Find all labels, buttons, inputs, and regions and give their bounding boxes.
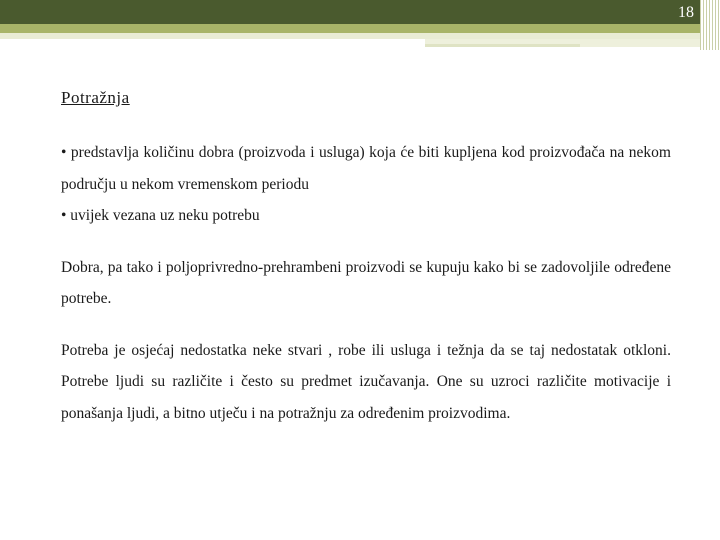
header-band-light-line xyxy=(425,44,580,47)
header-band-accent xyxy=(0,24,700,33)
bullet-item-1: • predstavlja količinu dobra (proizvoda i usluga) koja će biti kupljena kod proizvođača na nekom području u nekom vremenskom periodu xyxy=(61,144,671,193)
bullet-item-2: • uvijek vezana uz neku potrebu xyxy=(61,207,260,224)
page-number: 18 xyxy=(678,4,694,21)
header-band xyxy=(0,0,700,24)
paragraph-1: Dobra, pa tako i poljoprivredno-prehrambeni proizvodi se kupuju kako bi se zadovoljile određene potrebe. xyxy=(61,258,671,307)
slide-body xyxy=(61,137,671,429)
decorative-stripes xyxy=(700,0,720,50)
paragraph-2: Potreba je osjećaj nedostatka neke stvari , robe ili usluga i težnja da se taj nedostatak otkloni. Potrebe ljudi su različite i često su predmet izučavanja. One su uzroci različite motivacije i ponašanja ljudi, a bitno utječu i na potražnju za određenim proizvodima. xyxy=(61,341,671,422)
slide-title: Potražnja xyxy=(61,88,130,107)
